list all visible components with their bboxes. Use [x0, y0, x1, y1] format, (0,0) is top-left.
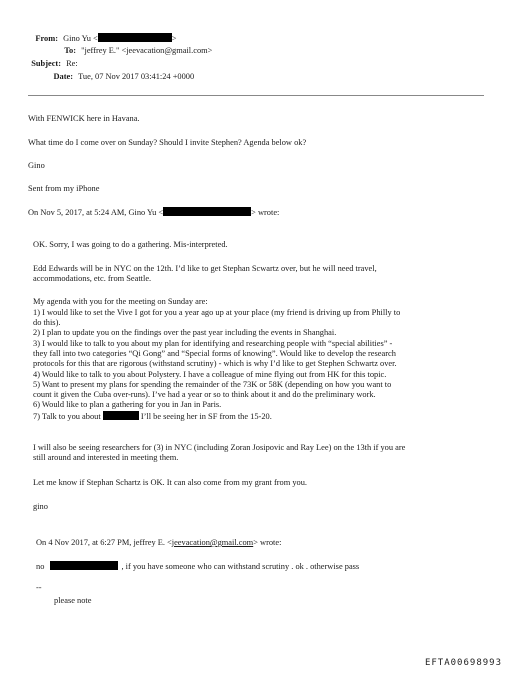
quoted-p4-line1: I will also be seeing researchers for (3) in NYC (including Zoran Josipovic and Ray Lee) on the 13th if you are: [33, 443, 406, 452]
subject-value: Re:: [66, 59, 78, 68]
older-line-start: no: [36, 562, 45, 571]
quoted-p4-line2: still around and interested in meeting them.: [33, 453, 179, 462]
reply-line-2: What time do I come over on Sunday? Should I invite Stephen? Agenda below ok?: [28, 138, 307, 147]
from-label: From:: [35, 34, 58, 43]
redacted-name: [103, 411, 139, 420]
older-intro-tail: > wrote:: [253, 538, 282, 547]
agenda-intro: My agenda with you for the meeting on Sunday are:: [33, 297, 208, 306]
older-line: [36, 561, 359, 572]
agenda-line: do this).: [33, 318, 61, 327]
redacted-email: [98, 33, 172, 42]
redacted-email: [163, 207, 251, 216]
quoted-p2-line2: accommodations, etc. from Seattle.: [33, 274, 152, 283]
quoted-p5: Let me know if Stephan Schartz is OK. It can also come from my grant from you.: [33, 478, 307, 487]
quoted-signature: gino: [33, 502, 48, 511]
document-id: EFTA00698993: [424, 657, 502, 668]
agenda-line: protocols for this that are rigorous (withstand scrutiny) - which is why I’d like to get Stephen Schwartz over.: [33, 359, 397, 368]
header-from: [0, 33, 176, 44]
signature-dashes: --: [36, 583, 42, 592]
quote-intro-text: On Nov 5, 2017, at 5:24 AM, Gino Yu <: [28, 208, 164, 217]
agenda-line-7: [33, 411, 272, 422]
email-link[interactable]: jeevacation@gmail.com: [171, 538, 254, 547]
sent-from: Sent from my iPhone: [28, 184, 100, 193]
reply-signature: Gino: [28, 161, 45, 170]
date-value: Tue, 07 Nov 2017 03:41:24 +0000: [78, 72, 195, 81]
agenda-line: 2) I plan to update you on the findings over the past year including the events in Shanghai.: [33, 328, 337, 337]
quoted-p1: OK. Sorry, I was going to do a gathering. Mis-interpreted.: [33, 240, 228, 249]
subject-label: Subject:: [31, 59, 61, 68]
agenda-7-tail: I’ll be seeing her in SF from the 15-20.: [140, 412, 272, 421]
agenda-line: 1) I would like to set the Vive I got for you a year ago up at your place (my friend is driving up from Philly to: [33, 308, 401, 317]
date-label: Date:: [53, 72, 73, 81]
older-intro: [36, 538, 281, 548]
please-note: please note: [54, 596, 92, 605]
to-value: "jeffrey E." <jeevacation@gmail.com>: [81, 46, 213, 55]
agenda-line: 5) Want to present my plans for spending the remainder of the 73K or 58K (depending on how you want to: [33, 380, 392, 389]
older-intro-text: On 4 Nov 2017, at 6:27 PM, jeffrey E. <: [36, 538, 172, 547]
header-date: [0, 72, 194, 82]
header-divider: [28, 95, 484, 96]
agenda-line: 3) I would like to talk to you about my plan for identifying and researching people with “special abilities” -: [33, 339, 393, 348]
agenda-7-text: 7) Talk to you about: [33, 412, 101, 421]
to-label: To:: [64, 46, 76, 55]
quoted-p2-line1: Edd Edwards will be in NYC on the 12th. I’d like to get Stephan Scwartz over, but he will need travel,: [33, 264, 377, 273]
agenda-line: they fall into two categories “Qi Gong” and “Special forms of knowing”. Would like to develop the research: [33, 349, 396, 358]
quote-intro-tail: > wrote:: [251, 208, 280, 217]
quote-intro: [28, 207, 279, 218]
older-line-rest: , if you have someone who can withstand scrutiny . ok . otherwise pass: [121, 562, 360, 571]
header-to: [0, 46, 212, 56]
header-subject: [0, 59, 78, 69]
agenda-line: 4) Would like to talk to you about Polystery. I have a colleague of mine flying out from HK for this topic.: [33, 370, 387, 379]
agenda-line: 6) Would like to plan a gathering for you in Jan in Paris.: [33, 400, 222, 409]
reply-line-1: With FENWICK here in Havana.: [28, 114, 140, 123]
from-tail: >: [171, 34, 177, 43]
agenda-line: count it given the Cuba over-runs). I’ve had a year or so to think about it and do the preliminary work.: [33, 390, 376, 399]
redacted-text: [50, 561, 118, 570]
from-value: Gino Yu <: [63, 34, 98, 43]
